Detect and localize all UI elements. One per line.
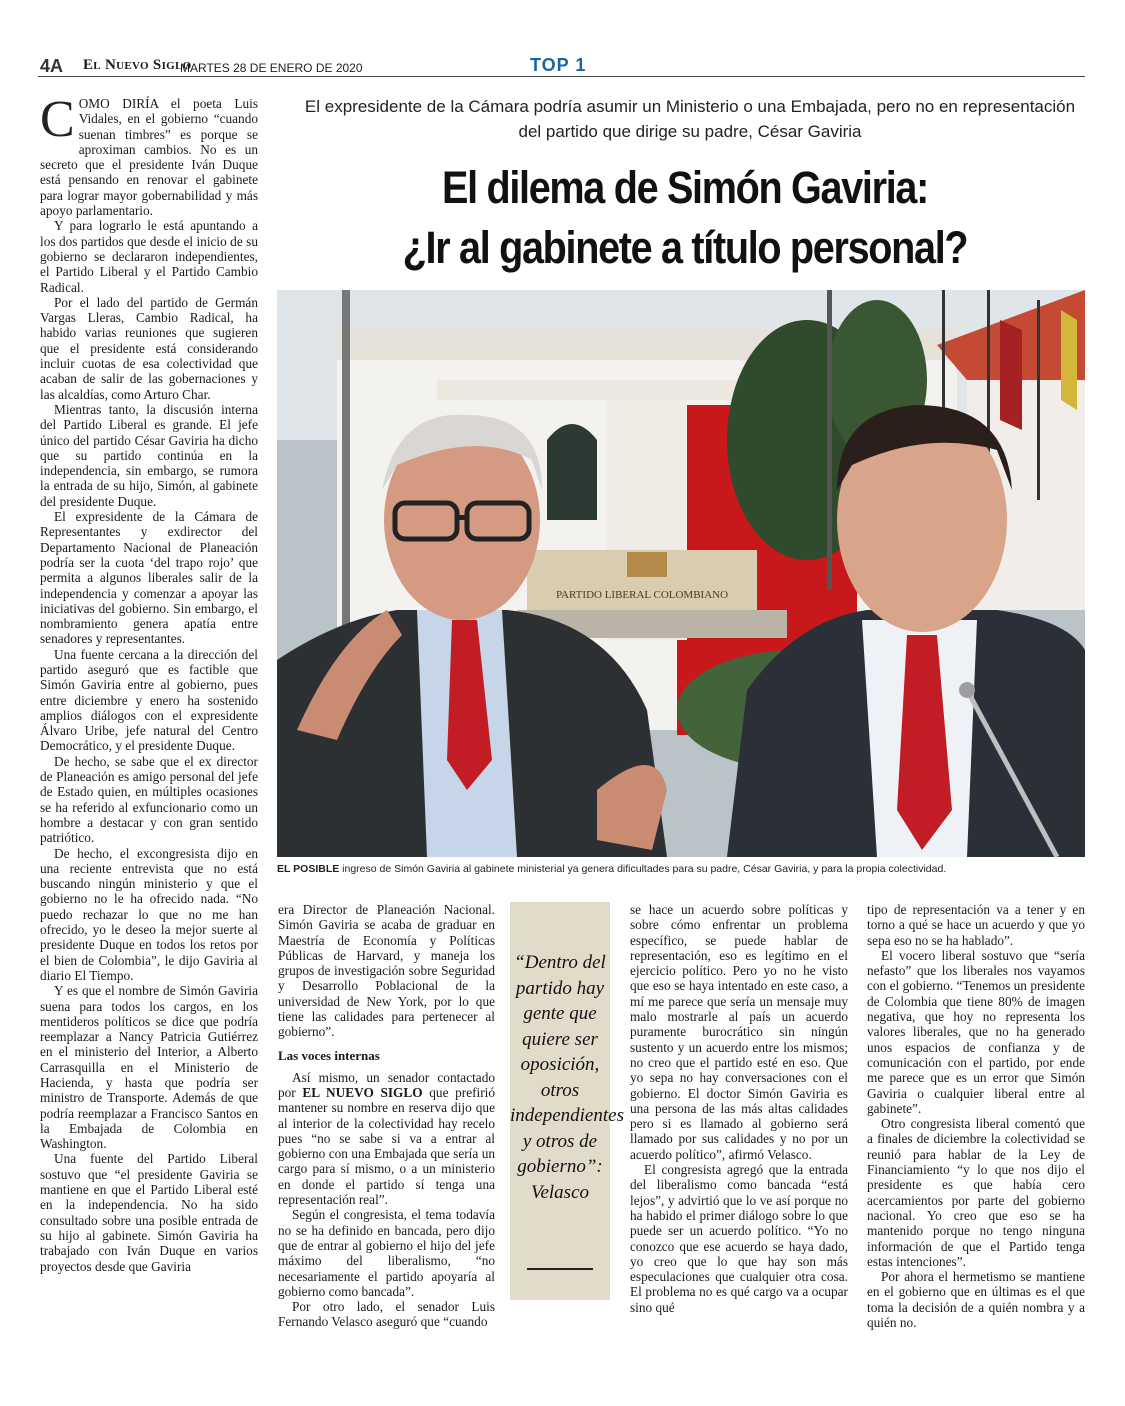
photo-caption bbox=[277, 863, 1085, 875]
paragraph: Y para lograrlo le está apuntando a los dos partidos que desde el inicio de su gobierno se declararon independientes, el Partido Liberal y el Partido Cambio Radical. bbox=[40, 218, 258, 295]
paragraph: Por el lado del partido de Germán Vargas Lleras, Cambio Radical, ha habido varias reuniones que sugieren que el presidente está considerando incluir cuotas de esa colectividad que acaban de salir de las gobernaciones y las alcaldías, como Arturo Char. bbox=[40, 294, 258, 402]
article-column-3 bbox=[630, 902, 848, 1315]
subhead: Las voces internas bbox=[278, 1047, 380, 1063]
article-photo bbox=[277, 290, 1085, 857]
photo-illustration bbox=[277, 290, 1085, 857]
page-number: 4A bbox=[40, 56, 64, 76]
headline-line-1: El dilema de Simón Gaviria: bbox=[442, 162, 928, 213]
paragraph: Así mismo, un senador contactado por EL NUEVO SIGLO que prefirió mantener su nombre en reserva dijo que al interior de la colectividad hay recelo pues “no se sabe si va a entrar al gobierno con una Embajada que sería un cargo para sí mismo, o a un ministerio en donde el partido sí tenga una representación real”. bbox=[278, 1069, 496, 1208]
paragraph: Una fuente cercana a la dirección del partido aseguró que es factible que Simón Gaviria entre al gobierno, pues entre diciembre y enero ha sostenido amplios diálogos con el expresidente Álvaro Uribe, jefe natural del Centro Democrático, y el presidente Duque. bbox=[40, 646, 258, 754]
paragraph: se hace un acuerdo sobre políticas y sobre cómo enfrentar un problema específico, se puede hablar de representación, eso es legítimo en el ejercicio político. Pero yo no he visto que eso se haya intentado en este caso, a mí me parece que sería un mensaje muy malo mostrarle al país un acuerdo puramente burocrático sin ningún sustento y un acuerdo entre los mismos; no creo que el partido esté en eso. Que yo sepa no hay conversaciones con el gobierno. El doctor Simón Gaviria es una persona de las más altas calidades pero si es llamado al gobierno será llamado por sus calidades y no por un acuerdo político”, afirmó Velasco. bbox=[630, 902, 848, 1162]
paragraph: Por otro lado, el senador Luis Fernando Velasco aseguró que “cuando bbox=[278, 1299, 495, 1330]
article-column-4 bbox=[867, 902, 1085, 1330]
article-column-2 bbox=[278, 902, 495, 1330]
paragraph: De hecho, se sabe que el ex director de Planeación es amigo personal del jefe de Estado quien, en múltiples ocasiones se ha referido al exfuncionario como un hombre a destacar y con gran sentido patriótico. bbox=[40, 753, 258, 846]
paragraph: El expresidente de la Cámara de Representantes y exdirector del Departamento Nacional de Planeación podría ser la cuota ‘del trapo rojo’ que permita a algunos liberales salir de la independencia y comenzar a apoyar las iniciativas del gobierno. Sin embargo, el nombramiento genera apatía entre senadores y representantes. bbox=[40, 509, 258, 647]
paragraph: El congresista agregó que la entrada del liberalismo como bancada “está lejos”, y advirtió que lo ve así porque no ha habido el primer diálogo sobre lo que puede ser un acuerdo político. “Yo no conozco que ese acuerdo se haya dado, yo creo que lo que hay son más especulaciones que cualquier otra cosa. El problema no es qué cargo va a ocupar sino qué bbox=[630, 1162, 848, 1315]
paragraph: era Director de Planeación Nacional. Simón Gaviria se acaba de graduar en Maestría de Economía y Políticas Públicas de Harvard, y maneja los grupos de investigación sobre Seguridad y Desarrollo Poblacional de la universidad de New York, por lo que tiene las calidades para pertenecer al gobierno”. bbox=[278, 902, 495, 1040]
paragraph: Según el congresista, el tema todavía no se ha definido en bancada, pero dijo que de entrar al gobierno el hijo del jefe máximo del liberalismo, “no necesariamente el partido apoyaría al gobierno como bancada”. bbox=[278, 1207, 495, 1299]
newspaper-mention: EL NUEVO SIGLO bbox=[302, 1084, 423, 1100]
masthead-rule bbox=[38, 76, 1085, 77]
paragraph: El vocero liberal sostuvo que “sería nefasto” que los liberales nos vayamos con el gobierno. “Tenemos un presidente de Colombia que tiene 80% de imagen negativa, que hoy no representa los valores liberales, que no ha generado unos espacios de confianza y de comunicación con el partido, por ende me parece que es un error que Simón Gaviria o cualquier liberal entre al gabinete”. bbox=[867, 947, 1085, 1116]
article-kicker: El expresidente de la Cámara podría asumir un Ministerio o una Embajada, pero no en representación del partido que dirige su padre, César Gaviria bbox=[304, 97, 1076, 141]
drop-cap: C bbox=[40, 91, 75, 148]
paragraph: Mientras tanto, la discusión interna del Partido Liberal es grande. El jefe único del partido César Gaviria ha dicho que su partido continúa en la independencia, sin embargo, se rumora la entrada de su hijo, Simón, al gabinete del presidente Duque. bbox=[40, 401, 258, 509]
publication-date: MARTES 28 DE ENERO DE 2020 bbox=[180, 61, 363, 75]
paragraph: Y es que el nombre de Simón Gaviria suena para todos los cargos, en los mentideros políticos se dice que podría reemplazar a Nancy Patricia Gutiérrez en el ministerio del Interior, a Alberto Carrasquilla en el Ministerio de Hacienda, y hasta que podría ser ministro de Transporte. Además de que podría reemplazar a Francisco Santos en la Embajada de Colombia en Washington. bbox=[40, 983, 258, 1152]
caption-lead: EL POSIBLE bbox=[277, 863, 340, 875]
paragraph: Una fuente del Partido Liberal sostuvo que “el presidente Gaviria se mantiene en que el Partido Liberal esté en la independencia. No ha sido consultado sobre una posible entrada de su hijo al gabinete. Simón Gaviria ha trabajado con Iván Duque en varios proyectos desde que Gaviria bbox=[40, 1151, 258, 1274]
paragraph: Otro congresista liberal comentó que a finales de diciembre la colectividad se reunió para hablar de la Ley de Financiamiento “y lo que nos dijo el presidente es que había cero acercamientos por parte del gobierno nacional. Yo creo que eso se ha mantenido porque no tengo ninguna información de que el Partido tenga estas intenciones”. bbox=[867, 1116, 1085, 1269]
lead-paragraph: COMO DIRÍA el poeta Luis Vidales, en el gobierno “cuando suenan timbres” es porque se aproximan cambios. No es un secreto que el presidente Iván Duque está pensando en renovar el gabinete para lograr mayor gobernabilidad y más apoyo parlamentario. bbox=[40, 91, 258, 219]
article-column-1 bbox=[40, 91, 258, 1274]
caption-text: ingreso de Simón Gaviria al gabinete ministerial ya genera dificultades para su padre, César Gaviria, y para la propia colectividad. bbox=[339, 863, 947, 875]
headline-line-2: ¿Ir al gabinete a título personal? bbox=[402, 222, 968, 273]
article-headline bbox=[337, 158, 1032, 278]
newspaper-name: El Nuevo Siglo bbox=[83, 57, 192, 73]
pullquote-rule bbox=[527, 1268, 593, 1270]
photo-sign-text: PARTIDO LIBERAL COLOMBIANO bbox=[555, 589, 729, 601]
paragraph: Por ahora el hermetismo se mantiene en el gobierno que en últimas es el que toma la decisión de a quién nombra y a quién no. bbox=[867, 1269, 1085, 1331]
paragraph: tipo de representación va a tener y en torno a qué se hace un acuerdo y que yo sepa eso no se ha hablado”. bbox=[867, 902, 1085, 948]
paragraph: De hecho, el excongresista dijo en una reciente entrevista que no está buscando ningún ministerio y que el gobierno no le ha ofrecido nada. “No puedo rechazar lo que no me han ofrecido, yo le deseo la mejor suerte al presidente Duque en todos los retos por el bien de Colombia”, le dijo Gaviria al diario El Tiempo. bbox=[40, 845, 258, 983]
pullquote: “Dentro del partido hay gente que quiere ser oposición, otros independientes y otros de gobierno”: Velasco bbox=[510, 952, 624, 1203]
section-label: TOP 1 bbox=[530, 55, 587, 75]
